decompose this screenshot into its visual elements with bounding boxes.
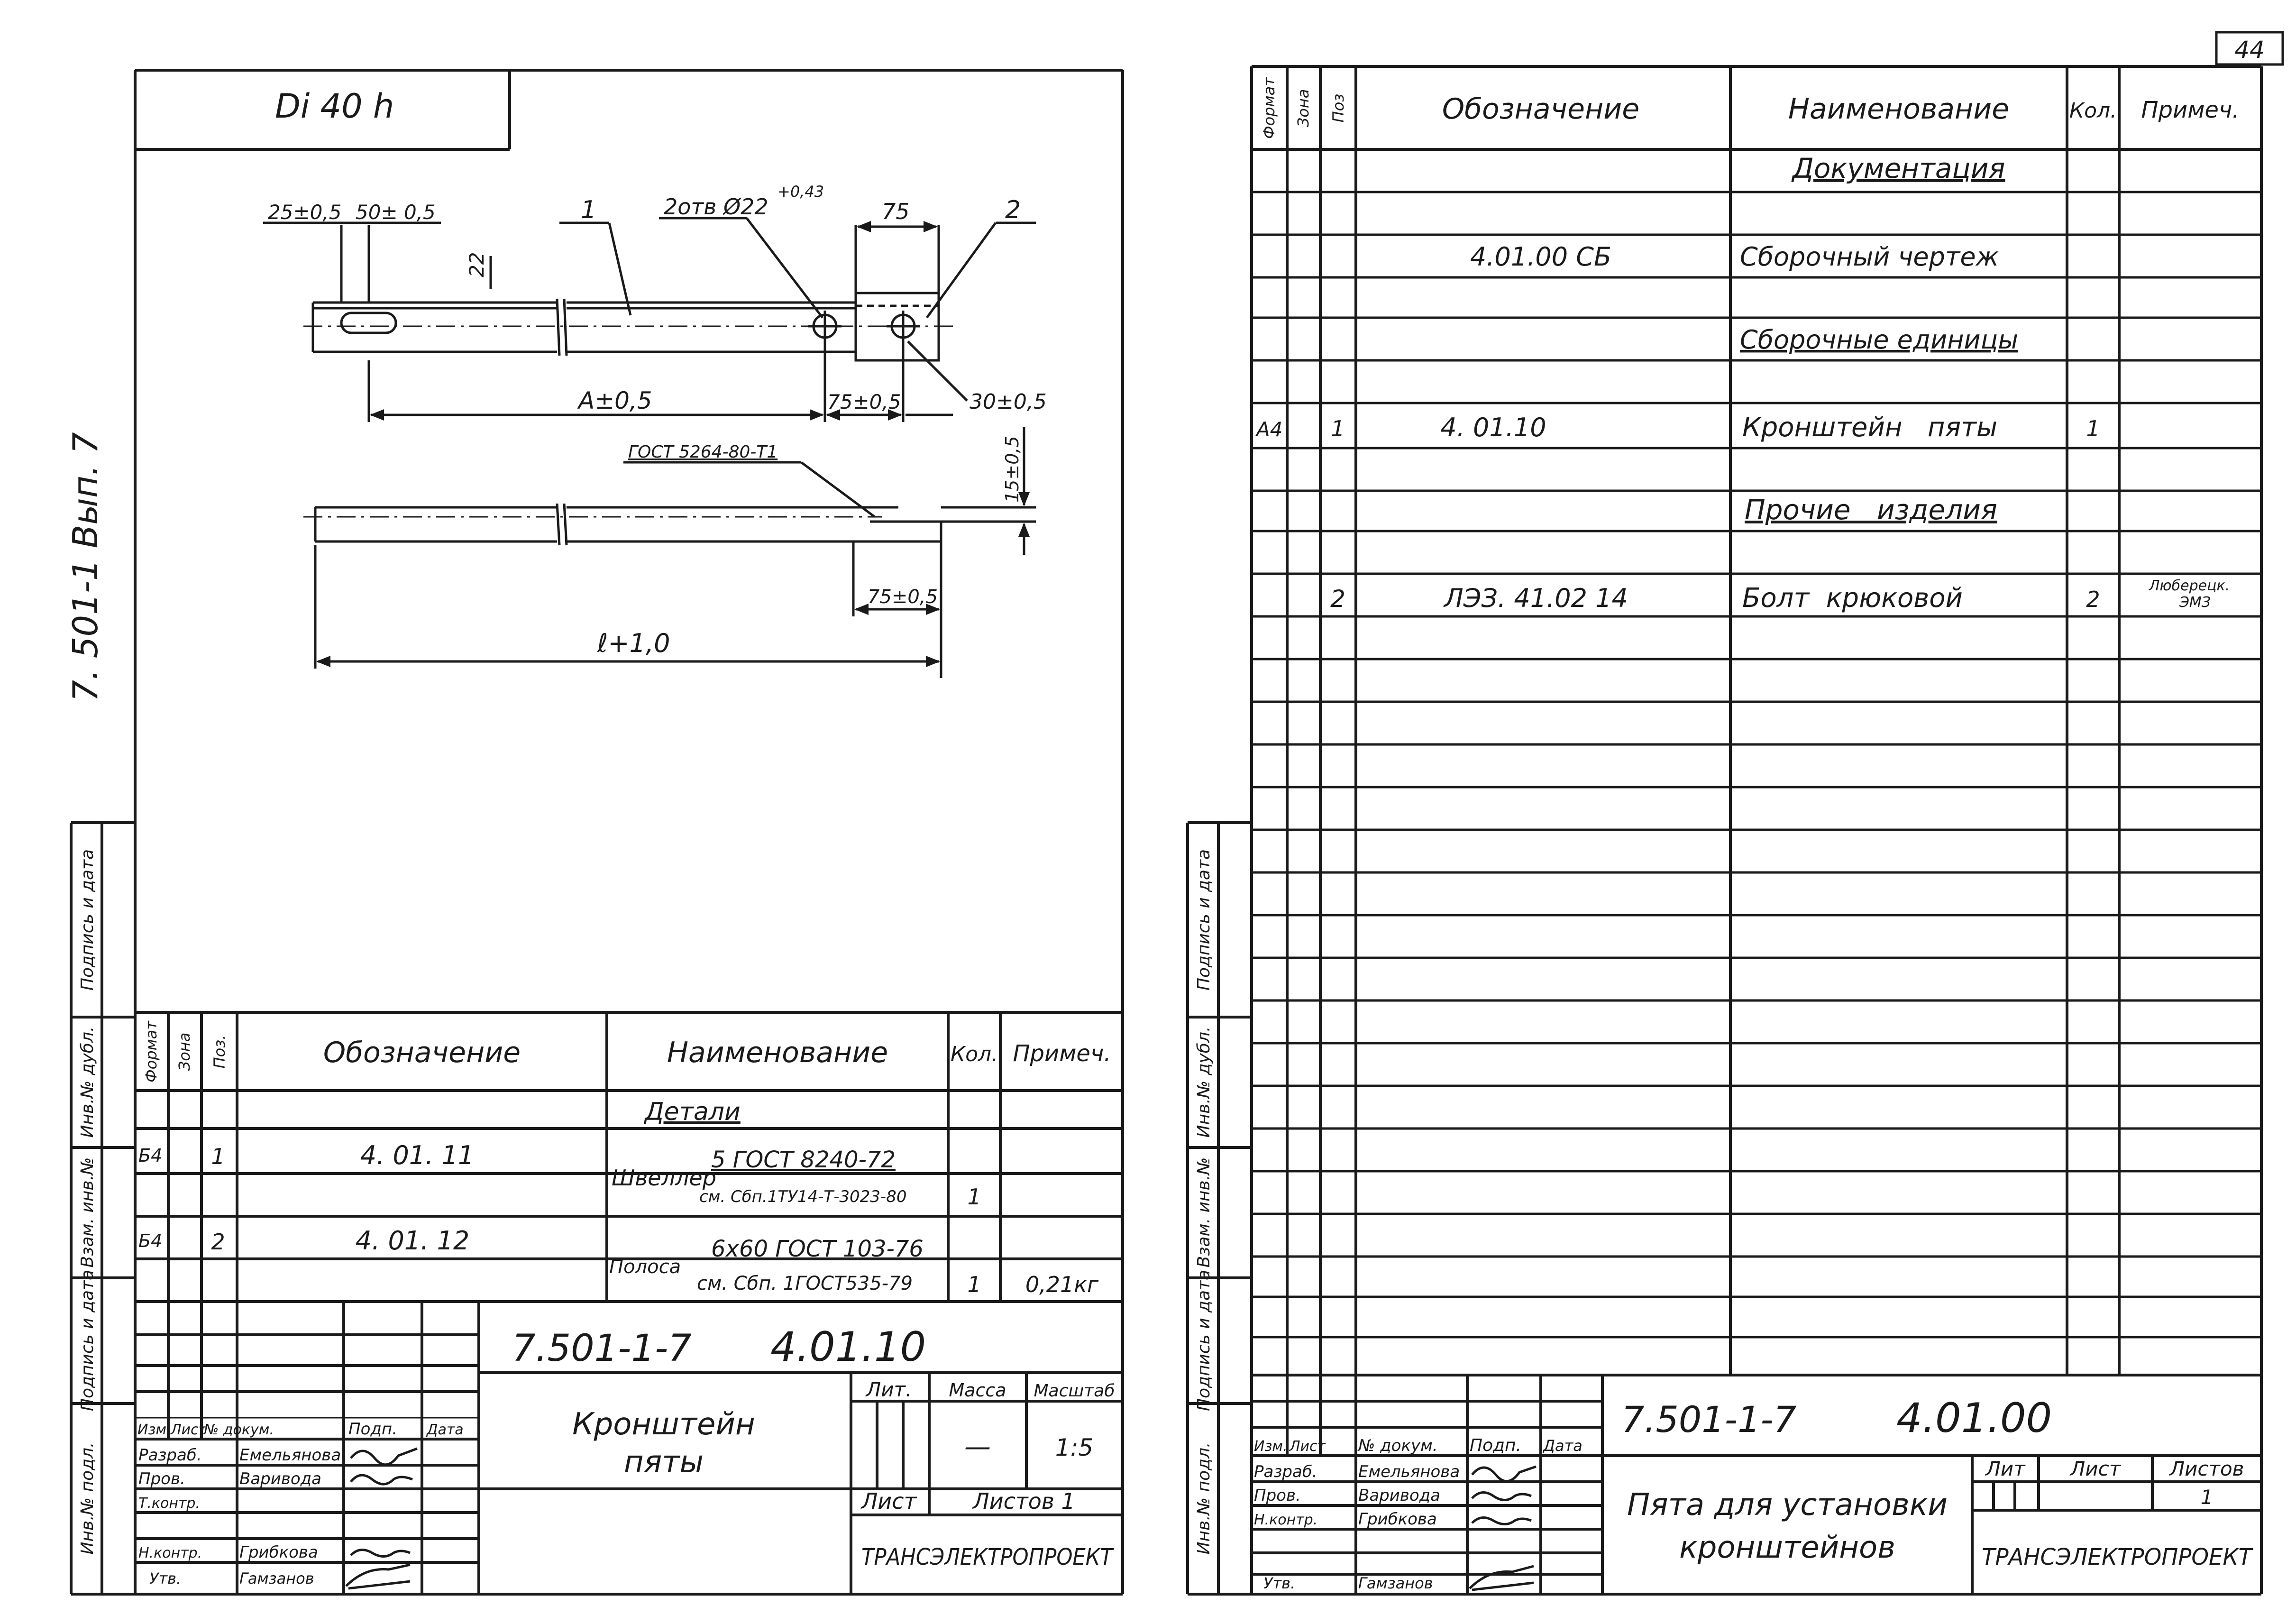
left-scale: Масштаб xyxy=(1034,1381,1115,1401)
row1-name-main: Швеллер xyxy=(612,1165,716,1191)
dim-l: ℓ+1,0 xyxy=(597,628,670,658)
dim-30: 30±0,5 xyxy=(970,390,1047,414)
right-sheets-label: Листов xyxy=(2169,1457,2244,1480)
r-hdr-format: Формат xyxy=(1260,77,1278,139)
left-name-prov: Варивода xyxy=(239,1469,322,1488)
left-mass-value: — xyxy=(964,1431,991,1462)
left-name-nk: Грибкова xyxy=(239,1543,318,1562)
hdr-note: Примеч. xyxy=(1013,1040,1111,1067)
row1-qty: 1 xyxy=(967,1184,981,1210)
row1-format: Б4 xyxy=(138,1145,163,1166)
right-code: 7.501-1-7 xyxy=(1621,1398,1797,1440)
r-hdr-pos: Поз xyxy=(1329,93,1347,123)
leader-label-2: 2 xyxy=(1005,196,1021,224)
right-role-utv: Утв. xyxy=(1263,1574,1296,1592)
section-documentation: Документация xyxy=(1792,152,2005,184)
left-role-nk: Н.контр. xyxy=(138,1545,202,1561)
right-lit: Лит xyxy=(1985,1457,2025,1480)
left-code: 7.501-1-7 xyxy=(512,1327,692,1370)
right-signature-nk xyxy=(1472,1518,1531,1524)
left-number: 4.01.10 xyxy=(770,1323,926,1371)
right-margin-labels xyxy=(1194,849,1214,1555)
r-margin-label-dup-inv: Инв.№ дубл. xyxy=(1194,1026,1214,1138)
asm-pos: 1 xyxy=(1331,416,1345,441)
other-qty: 2 xyxy=(2086,587,2100,612)
r-margin-label-sign-date-1: Подпись и дата xyxy=(1194,849,1214,991)
dim-75-low: 75±0,5 xyxy=(868,586,938,608)
hdr-name: Наименование xyxy=(667,1036,888,1069)
r-margin-label-sign-date-2: Подпись и дата xyxy=(1194,1269,1214,1412)
asm-qty: 1 xyxy=(2086,416,2100,441)
right-signature-prov xyxy=(1472,1493,1531,1500)
margin-label-replace-inv: Взам. инв.№ xyxy=(78,1157,97,1268)
other-name: Болт крюковой xyxy=(1742,583,1963,614)
right-col-podp: Подп. xyxy=(1470,1436,1521,1455)
right-title-line2: кронштейнов xyxy=(1679,1530,1895,1565)
doc-name: Сборочный чертеж xyxy=(1740,242,1999,272)
left-col-doc: № докум. xyxy=(204,1422,274,1438)
left-role-razrab: Разраб. xyxy=(138,1446,202,1465)
left-signature-nk xyxy=(351,1550,410,1557)
left-sheet-label: Лист xyxy=(861,1488,917,1514)
row2-note: 0,21кг xyxy=(1025,1272,1099,1297)
row2-name-line2: см. Сбп. 1ГОСТ535-79 xyxy=(697,1273,913,1294)
left-margin-labels xyxy=(78,849,97,1555)
hdr-format: Формат xyxy=(142,1021,160,1083)
asm-name: Кронштейн пяты xyxy=(1742,412,1998,443)
left-name-utv: Гамзанов xyxy=(239,1569,314,1587)
right-role-nk: Н.контр. xyxy=(1254,1512,1318,1528)
right-signature-razrab xyxy=(1472,1467,1536,1481)
other-note-2: ЭМЗ xyxy=(2179,594,2211,611)
other-pos: 2 xyxy=(1330,585,1345,613)
dim-75-top: 75 xyxy=(882,199,910,224)
row1-name-line2: см. Сбп.1ТУ14-Т-3023-80 xyxy=(699,1187,907,1206)
row2-name-line1: 6х60 ГОСТ 103-76 xyxy=(711,1236,924,1262)
margin-label-orig-inv: Инв.№ подл. xyxy=(78,1442,97,1555)
r-hdr-note: Примеч. xyxy=(2141,97,2240,123)
row2-format: Б4 xyxy=(138,1230,163,1251)
row2-designation: 4. 01. 12 xyxy=(355,1226,470,1256)
right-name-razrab: Емельянова xyxy=(1358,1462,1460,1481)
section-assembly: Сборочные единицы xyxy=(1740,325,2019,355)
right-col-date: Дата xyxy=(1543,1437,1583,1455)
hdr-designation: Обозначение xyxy=(323,1036,521,1069)
left-signature-prov xyxy=(351,1475,412,1484)
left-sheets-label: Листов 1 xyxy=(973,1488,1075,1514)
holes-note: 2отв Ø22 xyxy=(664,194,768,220)
left-title-line2: пяты xyxy=(623,1445,704,1480)
asm-designation: 4. 01.10 xyxy=(1440,413,1546,442)
dim-A: A±0,5 xyxy=(578,387,652,414)
margin-label-sign-date-1: Подпись и дата xyxy=(78,849,97,991)
series-vertical: 7. 501-1 Вып. 7 xyxy=(65,432,105,702)
dim-25: 25±0,5 xyxy=(268,201,342,224)
dim-15: 15±0,5 xyxy=(1002,436,1023,503)
r-hdr-designation: Обозначение xyxy=(1442,92,1640,126)
right-title-line1: Пята для установки xyxy=(1627,1487,1948,1523)
right-sheet-label: Лист xyxy=(2070,1457,2121,1480)
dim-22: 22 xyxy=(465,252,488,277)
hdr-pos: Поз. xyxy=(210,1035,229,1069)
right-col-list: Лист xyxy=(1290,1438,1326,1455)
r-margin-label-orig-inv: Инв.№ подл. xyxy=(1194,1442,1214,1555)
right-name-prov: Варивода xyxy=(1358,1486,1441,1505)
left-role-prov: Пров. xyxy=(138,1469,185,1488)
r-hdr-name: Наименование xyxy=(1788,92,2010,126)
margin-label-dup-inv: Инв.№ дубл. xyxy=(78,1026,97,1138)
left-name-razrab: Емельянова xyxy=(239,1446,341,1465)
hdr-zone: Зона xyxy=(175,1032,193,1071)
other-designation: ЛЭЗ. 41.02 14 xyxy=(1444,583,1628,613)
right-org: ТРАНСЭЛЕКТРОПРОЕКТ xyxy=(1982,1544,2254,1570)
right-name-utv: Гамзанов xyxy=(1358,1574,1433,1592)
holes-tolerance: +0,43 xyxy=(778,183,824,201)
dim-75-mid: 75±0,5 xyxy=(827,390,901,413)
right-col-doc: № докум. xyxy=(1358,1436,1438,1455)
left-signature-utv xyxy=(346,1565,410,1588)
left-signature-razrab xyxy=(351,1449,417,1465)
weld-note: ГОСТ 5264-80-Т1 xyxy=(628,442,778,462)
row2-pos: 2 xyxy=(211,1229,225,1255)
asm-format: А4 xyxy=(1256,418,1283,441)
r-hdr-qty: Кол. xyxy=(2069,99,2117,123)
r-margin-label-replace-inv: Взам. инв.№ xyxy=(1194,1157,1214,1268)
right-number: 4.01.00 xyxy=(1896,1395,2052,1442)
row1-designation: 4. 01. 11 xyxy=(360,1140,475,1170)
right-role-prov: Пров. xyxy=(1254,1486,1301,1505)
section-details: Детали xyxy=(645,1098,741,1126)
r-hdr-zone: Зона xyxy=(1294,89,1312,128)
right-col-izm: Изм. xyxy=(1254,1438,1288,1455)
left-table-headers xyxy=(142,1020,1111,1083)
doc-designation: 4.01.00 СБ xyxy=(1470,242,1612,272)
left-col-podp: Подп. xyxy=(348,1420,397,1439)
left-col-list: Лист xyxy=(171,1422,207,1438)
stamp-top-text: Di 40 h xyxy=(275,87,394,126)
right-spec-rows xyxy=(1252,192,2261,1375)
section-other: Прочие изделия xyxy=(1745,494,1997,526)
left-col-date: Дата xyxy=(427,1422,464,1438)
right-role-razrab: Разраб. xyxy=(1254,1462,1317,1481)
row2-name-main: Полоса xyxy=(609,1256,681,1278)
right-spec-headers xyxy=(1260,77,2240,139)
left-mass: Масса xyxy=(949,1380,1006,1401)
right-sheets-value: 1 xyxy=(2200,1486,2214,1509)
right-name-nk: Грибкова xyxy=(1358,1510,1437,1529)
left-role-utv: Утв. xyxy=(149,1569,182,1587)
row2-qty: 1 xyxy=(967,1272,981,1297)
page-number: 44 xyxy=(2234,36,2265,64)
dim-50: 50± 0,5 xyxy=(356,201,436,224)
left-lit: Лит. xyxy=(866,1378,912,1401)
left-title-line1: Кронштейн xyxy=(572,1407,755,1442)
margin-label-sign-date-2: Подпись и дата xyxy=(78,1269,97,1412)
leader-label-1: 1 xyxy=(581,196,597,224)
right-signature-utv xyxy=(1470,1566,1534,1590)
left-role-tk: Т.контр. xyxy=(138,1495,201,1512)
other-note-1: Люберецк. xyxy=(2149,578,2230,594)
row1-pos: 1 xyxy=(211,1144,225,1169)
row1-name-line1: 5 ГОСТ 8240-72 xyxy=(711,1147,896,1173)
left-col-izm: Изм. xyxy=(137,1422,171,1438)
hdr-qty: Кол. xyxy=(950,1042,998,1066)
left-org: ТРАНСЭЛЕКТРОПРОЕКТ xyxy=(861,1544,1115,1570)
left-scale-value: 1:5 xyxy=(1055,1434,1094,1461)
